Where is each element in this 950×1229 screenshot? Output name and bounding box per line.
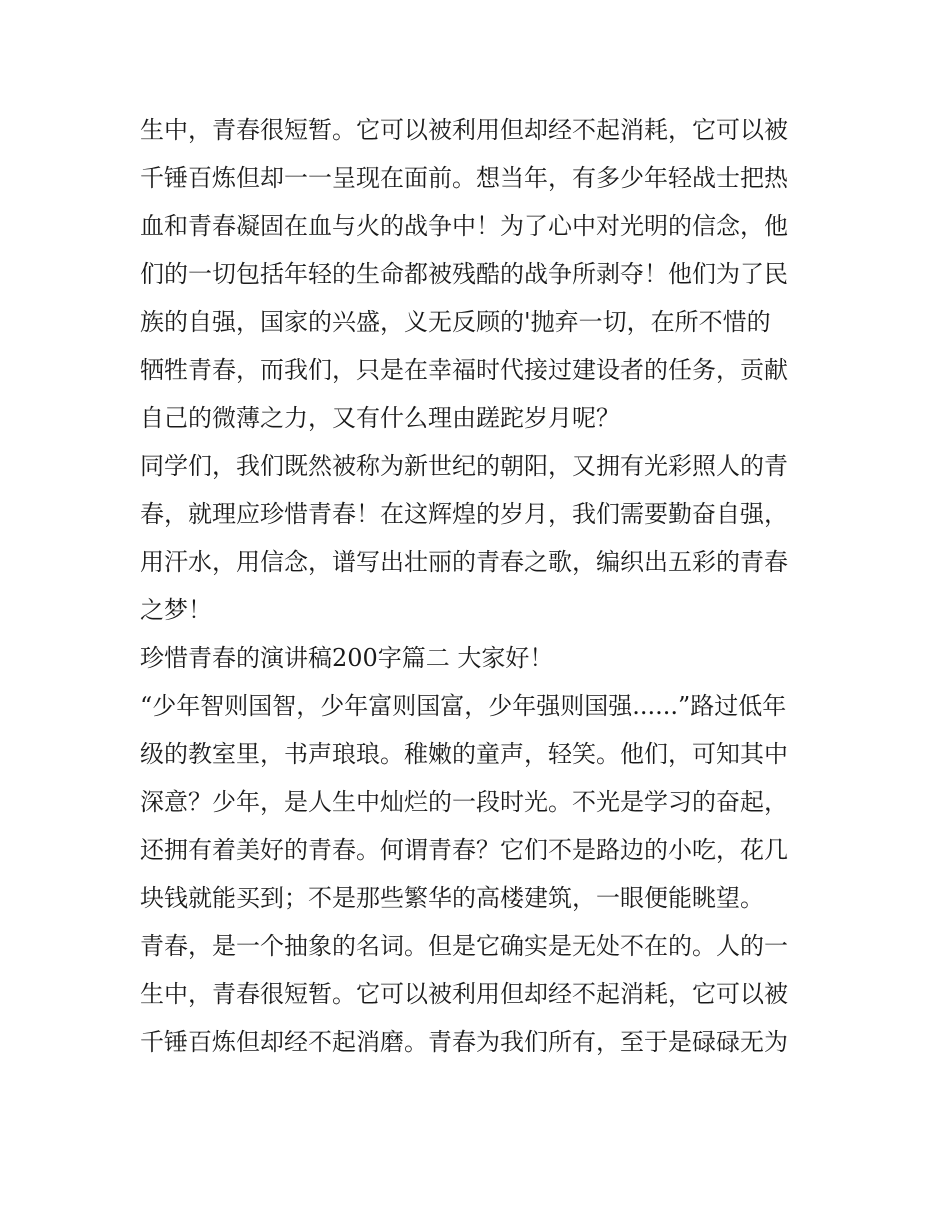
section-heading: 珍惜青春的演讲稿200字篇二 大家好！ [140,644,554,672]
text-line: 们的一切包括年轻的生命都被残酷的战争所剥夺！他们为了民 [140,260,788,288]
text-line: 生中，青春很短暂。它可以被利用但却经不起消耗，它可以被 [140,980,788,1008]
text-line: 族的自强，国家的兴盛，义无反顾的'抛弃一切，在所不惜的 [140,308,771,336]
text-line: 还拥有着美好的青春。何谓青春？它们不是路边的小吃，花几 [140,836,788,864]
text-line: 块钱就能买到；不是那些繁华的高楼建筑，一眼便能眺望。 [140,884,764,912]
text-line: 深意？少年，是人生中灿烂的一段时光。不光是学习的奋起， [140,788,788,816]
text-line: 千锤百炼但却一一呈现在面前。想当年，有多少年轻战士把热 [140,164,788,192]
text-line: 血和青春凝固在血与火的战争中！为了心中对光明的信念，他 [140,212,788,240]
text-line: “少年智则国智，少年富则国富，少年强则国强......”路过低年 [140,692,787,720]
text-line: 之梦！ [140,596,212,624]
document-body [140,106,820,1066]
text-line: 自己的微薄之力，又有什么理由蹉跎岁月呢？ [140,404,620,432]
text-line: 千锤百炼但却经不起消磨。青春为我们所有，至于是碌碌无为 [140,1028,788,1056]
text-line: 青春，是一个抽象的名词。但是它确实是无处不在的。人的一 [140,932,788,960]
text-line: 牺牲青春，而我们，只是在幸福时代接过建设者的任务，贡献 [140,356,788,384]
text-line: 春，就理应珍惜青春！在这辉煌的岁月，我们需要勤奋自强， [140,500,788,528]
text-line: 生中，青春很短暂。它可以被利用但却经不起消耗，它可以被 [140,116,788,144]
text-line: 同学们，我们既然被称为新世纪的朝阳，又拥有光彩照人的青 [140,452,788,480]
text-line: 用汗水，用信念，谱写出壮丽的青春之歌，编织出五彩的青春 [140,548,788,576]
text-line: 级的教室里，书声琅琅。稚嫩的童声，轻笑。他们，可知其中 [140,740,788,768]
